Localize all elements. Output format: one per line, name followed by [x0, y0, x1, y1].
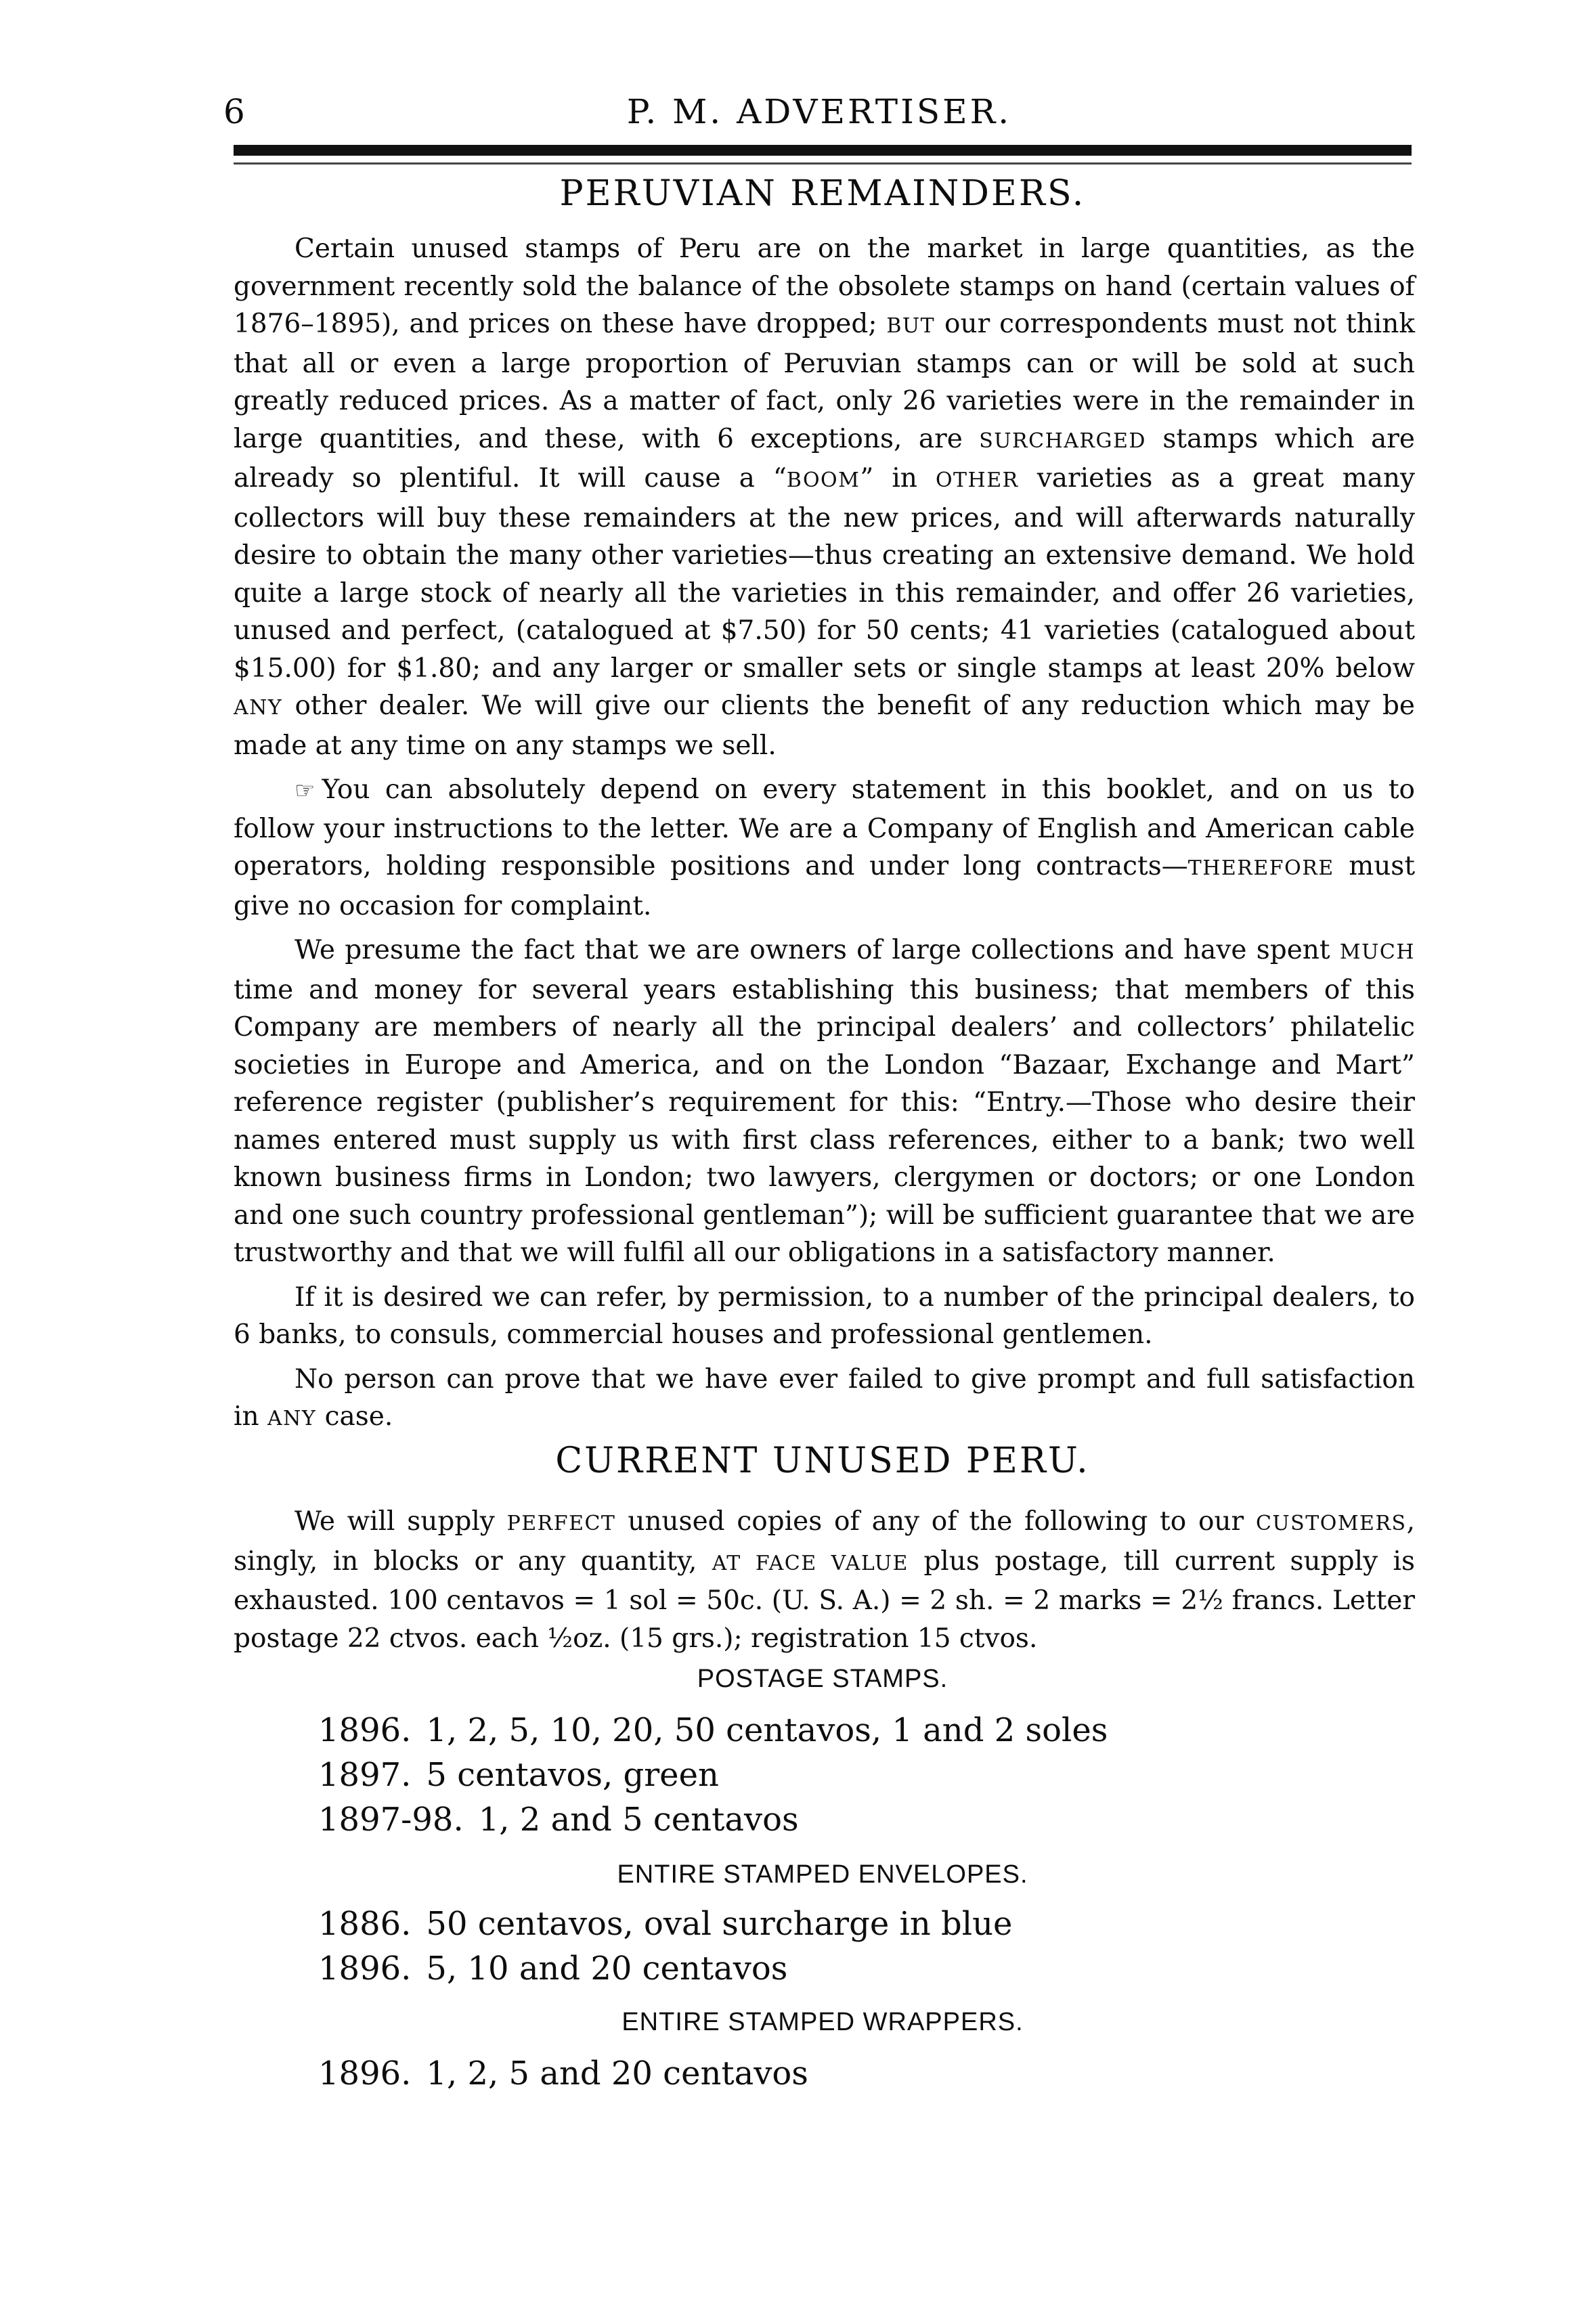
list-item: 1896. 1, 2, 5, 10, 20, 50 centavos, 1 and 2 soles — [318, 1711, 1108, 1749]
list-item: 1897-98. 1, 2 and 5 centavos — [318, 1801, 799, 1839]
paragraph: If it is desired we can refer, by permission, to a number of the principal dealers, to 6 banks, to consuls, commercial houses and professional gentlemen. — [234, 1281, 1415, 1350]
subheading-postage-stamps: POSTAGE STAMPS. — [697, 1665, 948, 1693]
section-heading-current-unused-peru: CURRENT UNUSED PERU. — [555, 1441, 1090, 1481]
section-heading-peruvian-remainders: PERUVIAN REMAINDERS. — [559, 173, 1086, 214]
paragraph: Certain unused stamps of Peru are on the market in large quantities, as the government recently sold the balance of the obsolete stamps on hand (certain values of 1876–1895), and prices on these have dropped; BUT our correspondents must not think that all or even a large proportion of Peruvian stamps can or will be sold at such greatly reduced prices. As a matter of fact, only 26 varieties were in the remainder in large quantities, and these, with 6 exceptions, are SURCHARGED stamps which are already so plentiful. It will cause a “BOOM” in OTHER varieties as a great many collectors will buy these remainders at the new prices, and will afterwards naturally desire to obtain the many other varieties—thus creating an extensive demand. We hold quite a large stock of nearly all the varieties in this remainder, and offer 26 varieties, unused and perfect, (catalogued at $7.50) for 50 cents; 41 varieties (catalogued about $15.00) for $1.80; and any larger or smaller sets or single stamps at least 20% below ANY other dealer. We will give our clients the benefit of any reduction which may be made at any time on any stamps we sell. — [234, 234, 1415, 761]
list-item: 1897. 5 centavos, green — [318, 1756, 719, 1794]
paragraph: We will supply PERFECT unused copies of any of the following to our CUSTOMERS, singly, in blocks or any quantity, AT FACE VALUE plus postage, till current supply is exhausted. 100 centavos = 1 sol = 50c. (U. S. A.) = 2 sh. = 2 marks = 2½ francs. Letter postage 22 ctvos. each ½oz. (15 grs.); registration 15 ctvos. — [234, 1506, 1416, 1654]
running-title: P. M. ADVERTISER. — [626, 92, 1012, 131]
paragraph: ☞ You can absolutely depend on every statement in this booklet, and on us to follow your instructions to the letter. We are a Company of English and American cable operators, holding responsible positions and under long contracts—THEREFORE must give no occasion for complaint. — [234, 774, 1415, 921]
section-body-current-unused-peru — [234, 1503, 1415, 1664]
page-header — [223, 92, 1415, 146]
stamped-envelopes-list — [318, 1902, 1374, 1991]
subheading-stamped-wrappers: ENTIRE STAMPED WRAPPERS. — [621, 2008, 1024, 2036]
page-number: 6 — [223, 92, 246, 131]
list-item: 1896. 1, 2, 5 and 20 centavos — [318, 2055, 808, 2092]
list-item: 1896. 5, 10 and 20 centavos — [318, 1950, 788, 1988]
header-rule-thick — [234, 145, 1412, 156]
pointing-hand-icon: ☞ — [294, 777, 315, 804]
stamped-wrappers-list — [318, 2051, 1374, 2096]
paragraph: We presume the fact that we are owners of large collections and have spent MUCH time and money for several years establishing this business; that members of this Company are members of nearly all the principal dealers’ and collectors’ philatelic societies in Europe and America, and on the London “Bazaar, Exchange and Mart” reference register (publisher’s requirement for this: “Entry.—Those who desire their names entered must supply us with first class references, either to a bank; two well known business firms in London; two lawyers, clergymen or doctors; or one London and one such country professional gentleman”); will be sufficient guarantee that we are trustworthy and that we will fulfil all our obligations in a satisfactory manner. — [234, 935, 1415, 1268]
postage-stamps-list — [318, 1708, 1374, 1842]
list-item: 1886. 50 centavos, oval surcharge in blue — [318, 1905, 1013, 1943]
section-body-peruvian-remainders — [234, 230, 1415, 1445]
header-rule-thin — [234, 162, 1412, 165]
paragraph: No person can prove that we have ever failed to give prompt and full satisfaction in ANY case. — [234, 1363, 1415, 1432]
subheading-stamped-envelopes: ENTIRE STAMPED ENVELOPES. — [617, 1860, 1028, 1889]
